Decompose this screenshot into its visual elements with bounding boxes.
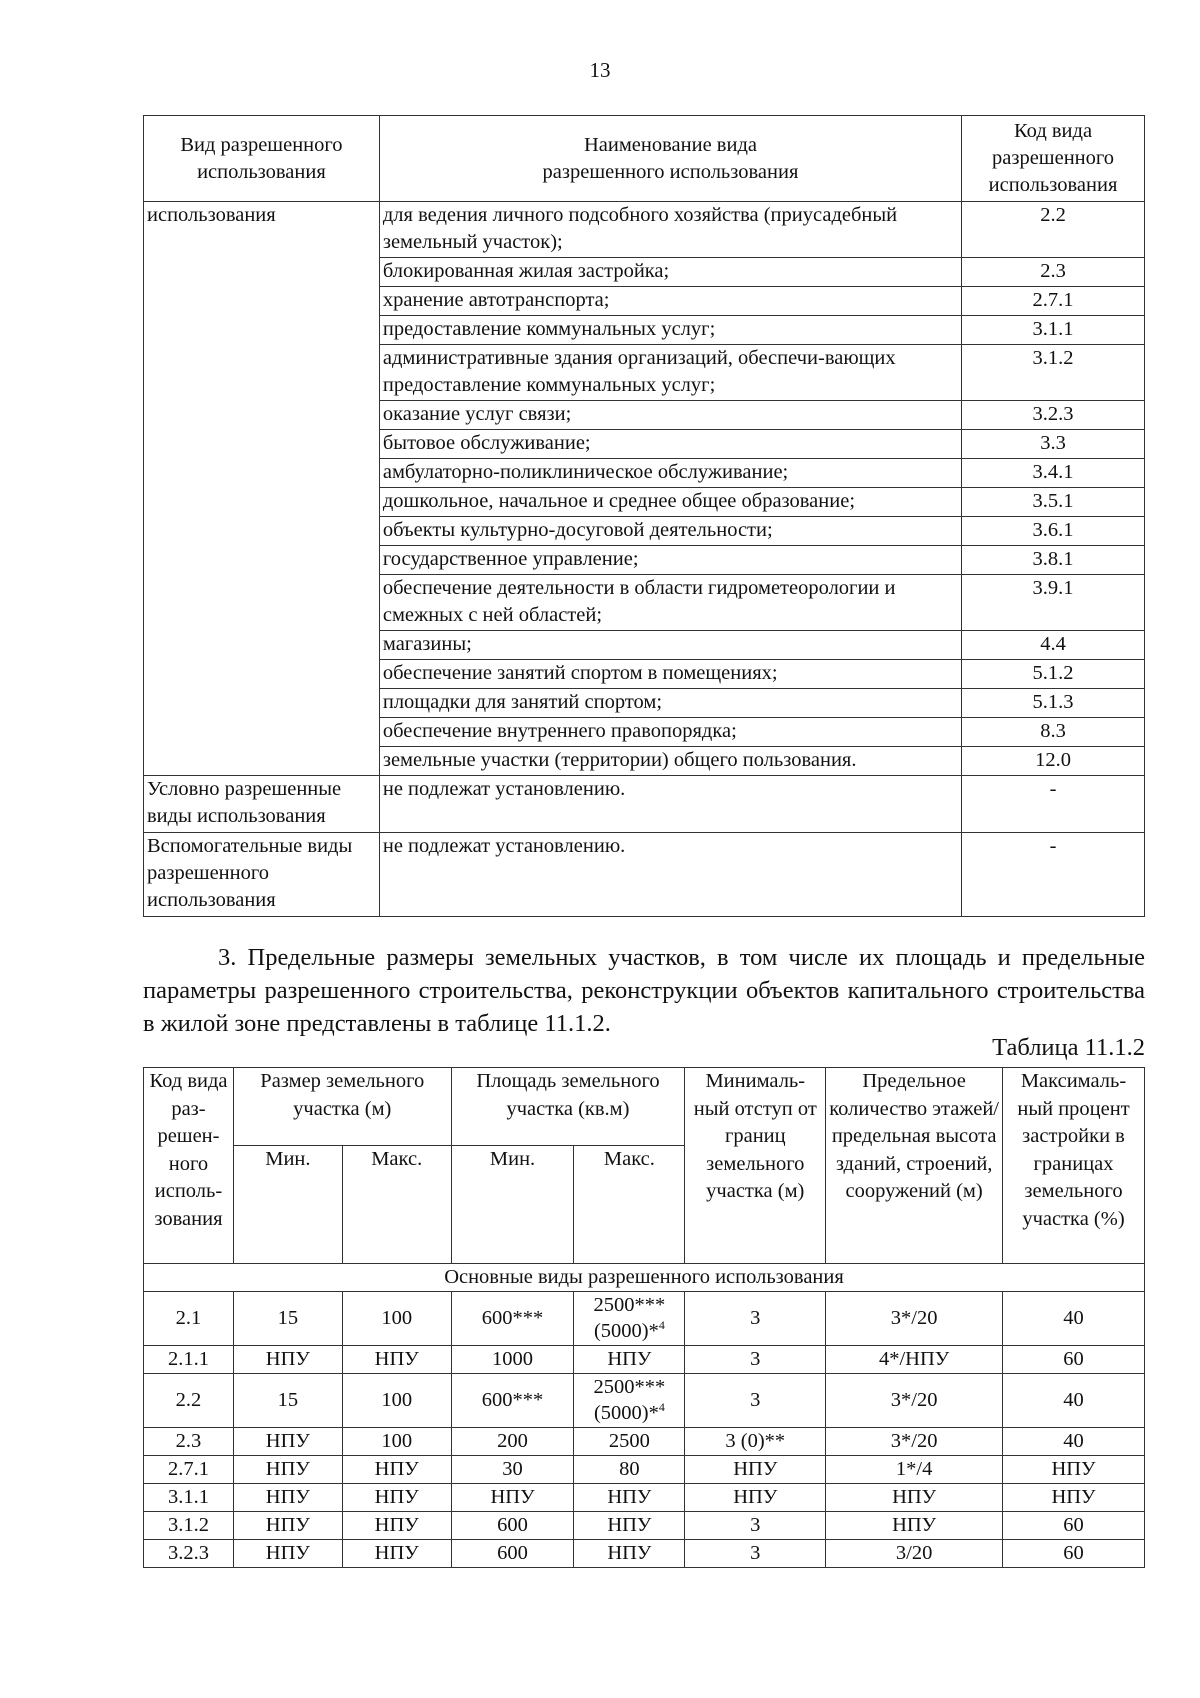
table2-size-min: НПУ <box>233 1484 342 1512</box>
table2-area-max <box>574 1292 685 1346</box>
table2-size-min: 15 <box>233 1292 342 1346</box>
table2-area-min: 1000 <box>451 1346 574 1374</box>
table2-size-max: 100 <box>342 1374 451 1428</box>
table1-use-name: дошкольное, начальное и среднее общее образование; <box>379 488 961 517</box>
table2-area-min: 200 <box>451 1428 574 1456</box>
table1-use-code: 3.8.1 <box>962 546 1145 575</box>
table1-auxiliary-name: не подлежат установлению. <box>379 833 961 917</box>
table2-section-label: Основные виды разрешенного использования <box>144 1264 1145 1292</box>
table1-use-code: 3.1.1 <box>962 316 1145 345</box>
table1-use-code: 5.1.2 <box>962 660 1145 689</box>
table1-header-name <box>379 116 961 202</box>
table2-floors: 4*/НПУ <box>826 1346 1003 1374</box>
table1-use-name: предоставление коммунальных услуг; <box>379 316 961 345</box>
table2-header-size-max: Макс. <box>342 1146 451 1264</box>
table2-row <box>144 1456 1145 1484</box>
table2-code: 2.3 <box>144 1428 234 1456</box>
table2-area-max <box>574 1374 685 1428</box>
table2-row <box>144 1292 1145 1346</box>
table1-use-name: обеспечение деятельности в области гидрометеорологии и смежных с ней областей; <box>379 575 961 631</box>
table1-conditional-label: Условно разрешенные виды использования <box>144 776 380 833</box>
table2-offset: НПУ <box>685 1484 826 1512</box>
table2-header-size: Размер земельного участка (м) <box>233 1068 451 1146</box>
table1-header-code <box>962 116 1145 202</box>
table2-area-min: НПУ <box>451 1484 574 1512</box>
table2-row <box>144 1512 1145 1540</box>
paragraph-text: 3. Предельные размеры земельных участков, в том числе их площадь и предельные параметры разрешенного строительства, реконструкции объектов капитального строительства в жилой зоне представлены в таблице 11.1.2. <box>143 944 1145 1037</box>
table2-row <box>144 1346 1145 1374</box>
table2-area-max: НПУ <box>574 1512 685 1540</box>
table1-use-code: 5.1.3 <box>962 689 1145 718</box>
page-number: 13 <box>589 58 611 82</box>
table2-size-min: НПУ <box>233 1512 342 1540</box>
table2-size-min: 15 <box>233 1374 342 1428</box>
table2-area-min: 600*** <box>451 1292 574 1346</box>
table2-row <box>144 1374 1145 1428</box>
table1-use-name: амбулаторно-поликлиническое обслуживание; <box>379 459 961 488</box>
table2-floors: 3*/20 <box>826 1428 1003 1456</box>
table2-area-max: 2500 <box>574 1428 685 1456</box>
table1-header-name-l2: разрешенного использования <box>542 160 799 183</box>
table1-use-name: блокированная жилая застройка; <box>379 258 961 287</box>
table2-code: 3.1.2 <box>144 1512 234 1540</box>
table1-header-kind-l1: Вид разрешенного <box>180 133 343 156</box>
table1-use-name: оказание услуг связи; <box>379 401 961 430</box>
table2-offset: 3 <box>685 1512 826 1540</box>
table2-header-size-min: Мин. <box>233 1146 342 1264</box>
table1-use-name: земельные участки (территории) общего пользования. <box>379 747 961 776</box>
table2-floors: 3/20 <box>826 1540 1003 1568</box>
table2-offset: НПУ <box>685 1456 826 1484</box>
table2-floors: 3*/20 <box>826 1374 1003 1428</box>
table2-header-area-min: Мин. <box>451 1146 574 1264</box>
table2-area-max-line1: 2500*** <box>593 1376 666 1398</box>
table2-offset: 3 <box>685 1346 826 1374</box>
table2-size-max: 100 <box>342 1292 451 1346</box>
table2-size-max: НПУ <box>342 1346 451 1374</box>
table2-offset: 3 <box>685 1374 826 1428</box>
table2-size-max: 100 <box>342 1428 451 1456</box>
table2-size-max: НПУ <box>342 1456 451 1484</box>
table1-header-row <box>144 116 1145 202</box>
table2-percent: 60 <box>1003 1346 1145 1374</box>
table2-header-floors: Предельное количество этажей/ предельная высота зданий, строений, сооружений (м) <box>826 1068 1003 1264</box>
table2-code: 2.2 <box>144 1374 234 1428</box>
table2-size-max: НПУ <box>342 1512 451 1540</box>
table1-use-code: 4.4 <box>962 631 1145 660</box>
table2-area-min: 600*** <box>451 1374 574 1428</box>
table2-size-min: НПУ <box>233 1540 342 1568</box>
table2-row <box>144 1484 1145 1512</box>
table1-use-code: 3.4.1 <box>962 459 1145 488</box>
table1-header-code-l2: разрешенного <box>992 147 1115 169</box>
table1-header-name-l1: Наименование вида <box>583 133 757 156</box>
table1-use-name: хранение автотранспорта; <box>379 287 961 316</box>
table2-area-max-line2: (5000)* <box>593 1402 659 1424</box>
table2-size-min: НПУ <box>233 1456 342 1484</box>
table1-use-code: 2.7.1 <box>962 287 1145 316</box>
table2-area-max: НПУ <box>574 1346 685 1374</box>
table2-area-min: 600 <box>451 1512 574 1540</box>
table1-use-code: 3.3 <box>962 430 1145 459</box>
table2-floors: 3*/20 <box>826 1292 1003 1346</box>
table1-use-code: 2.3 <box>962 258 1145 287</box>
table1-use-name: обеспечение внутреннего правопорядка; <box>379 718 961 747</box>
table1-main-group-label: использования <box>144 202 380 776</box>
table1-use-code: 3.6.1 <box>962 517 1145 546</box>
table1-use-name: магазины; <box>379 631 961 660</box>
table2-percent: 40 <box>1003 1292 1145 1346</box>
table2-size-max: НПУ <box>342 1540 451 1568</box>
table1-use-code: 2.2 <box>962 202 1145 258</box>
table1-auxiliary-code: - <box>962 833 1145 917</box>
table2-size-min: НПУ <box>233 1428 342 1456</box>
table2-size-min: НПУ <box>233 1346 342 1374</box>
land-parameters-table <box>143 1067 1145 1568</box>
table2-floors: НПУ <box>826 1484 1003 1512</box>
table2-percent: НПУ <box>1003 1484 1145 1512</box>
table2-header-percent: Максималь-ный процент застройки в границах земельного участка (%) <box>1003 1068 1145 1264</box>
table2-code: 2.1.1 <box>144 1346 234 1374</box>
table2-floors: 1*/4 <box>826 1456 1003 1484</box>
table1-use-code: 3.9.1 <box>962 575 1145 631</box>
table2-size-max: НПУ <box>342 1484 451 1512</box>
table2-offset: 3 <box>685 1540 826 1568</box>
table1-use-name: объекты культурно-досуговой деятельности; <box>379 517 961 546</box>
table1-conditional-name: не подлежат установлению. <box>379 776 961 833</box>
table2-code: 3.1.1 <box>144 1484 234 1512</box>
table2-percent: НПУ <box>1003 1456 1145 1484</box>
table1-header-code-l1: Код вида <box>1014 120 1093 142</box>
table1-header-code-l3: использования <box>988 174 1118 196</box>
table2-area-max: НПУ <box>574 1484 685 1512</box>
table2-floors: НПУ <box>826 1512 1003 1540</box>
table2-area-max-footnote: 4 <box>658 1400 665 1414</box>
section-paragraph <box>143 941 1145 1040</box>
table1-use-name: площадки для занятий спортом; <box>379 689 961 718</box>
table2-percent: 40 <box>1003 1374 1145 1428</box>
table1-header-kind-l2: использования <box>197 160 326 183</box>
table2-area-max: НПУ <box>574 1540 685 1568</box>
table1-row <box>144 202 1145 258</box>
table2-percent: 60 <box>1003 1512 1145 1540</box>
table2-header-offset: Минималь-ный отступ от границ земельного участка (м) <box>685 1068 826 1264</box>
table2-percent: 40 <box>1003 1428 1145 1456</box>
table1-row-conditional <box>144 776 1145 833</box>
table1-use-name: для ведения личного подсобного хозяйства (приусадебный земельный участок); <box>379 202 961 258</box>
table1-row-auxiliary <box>144 833 1145 917</box>
table1-use-code: 3.5.1 <box>962 488 1145 517</box>
table2-header-area: Площадь земельного участка (кв.м) <box>451 1068 685 1146</box>
table2-code: 2.1 <box>144 1292 234 1346</box>
table2-row <box>144 1540 1145 1568</box>
table2-area-max-line2: (5000)* <box>593 1320 659 1342</box>
table2-row <box>144 1428 1145 1456</box>
permitted-use-table <box>143 115 1145 917</box>
table2-code: 2.7.1 <box>144 1456 234 1484</box>
table1-use-code: 3.2.3 <box>962 401 1145 430</box>
table1-use-code: 3.1.2 <box>962 345 1145 401</box>
table2-offset: 3 <box>685 1292 826 1346</box>
table2-area-min: 30 <box>451 1456 574 1484</box>
table2-header-code: Код вида раз-решен-ного исполь-зования <box>144 1068 234 1264</box>
table1-use-name: бытовое обслуживание; <box>379 430 961 459</box>
table2-header-row-1 <box>144 1068 1145 1146</box>
table1-use-name: административные здания организаций, обеспечи-вающих предоставление коммунальных услуг; <box>379 345 961 401</box>
table2-area-max: 80 <box>574 1456 685 1484</box>
table2-area-max-footnote: 4 <box>658 1318 665 1332</box>
table2-header-area-max: Макс. <box>574 1146 685 1264</box>
table2-area-max-line1: 2500*** <box>593 1294 666 1316</box>
table2-code: 3.2.3 <box>144 1540 234 1568</box>
table1-use-code: 8.3 <box>962 718 1145 747</box>
table2-section-row <box>144 1264 1145 1292</box>
table2-area-min: 600 <box>451 1540 574 1568</box>
table1-use-name: государственное управление; <box>379 546 961 575</box>
table2-percent: 60 <box>1003 1540 1145 1568</box>
table1-header-kind <box>144 116 380 202</box>
table2-caption: Таблица 11.1.2 <box>992 1034 1145 1061</box>
table2-offset: 3 (0)** <box>685 1428 826 1456</box>
table1-conditional-code: - <box>962 776 1145 833</box>
table1-auxiliary-label: Вспомогательные виды разрешенного использования <box>144 833 380 917</box>
table1-use-code: 12.0 <box>962 747 1145 776</box>
table1-use-name: обеспечение занятий спортом в помещениях; <box>379 660 961 689</box>
